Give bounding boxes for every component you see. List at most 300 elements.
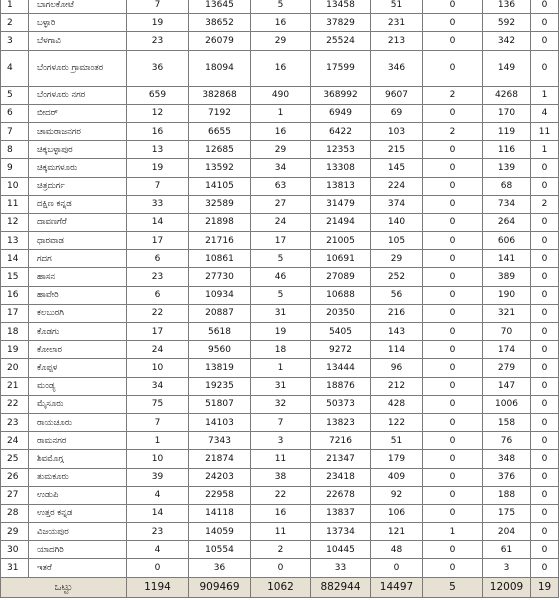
value-cell-c1: 22 <box>127 304 189 322</box>
total-row <box>1 577 559 597</box>
value-cell-c1: 17 <box>127 232 189 250</box>
district-name: ಕೋಲಾರ <box>29 341 127 359</box>
value-cell-c5: 409 <box>371 468 423 486</box>
value-cell-c6: 0 <box>423 50 483 86</box>
value-cell-c8: 2 <box>531 195 559 213</box>
value-cell-c7: 141 <box>483 250 531 268</box>
value-cell-c6: 0 <box>423 377 483 395</box>
total-cell-c2: 909469 <box>189 577 251 597</box>
value-cell-c8: 0 <box>531 377 559 395</box>
value-cell-c4: 10688 <box>311 286 371 304</box>
table-row <box>1 413 559 431</box>
value-cell-c5: 0 <box>371 559 423 577</box>
row-number: 9 <box>1 159 29 177</box>
value-cell-c7: 4268 <box>483 86 531 104</box>
value-cell-c8: 0 <box>531 50 559 86</box>
value-cell-c8: 0 <box>531 541 559 559</box>
table-row <box>1 486 559 504</box>
value-cell-c8: 0 <box>531 504 559 522</box>
value-cell-c5: 9607 <box>371 86 423 104</box>
value-cell-c4: 7216 <box>311 432 371 450</box>
value-cell-c7: 149 <box>483 50 531 86</box>
district-name: ಚಿತ್ರದುರ್ಗ <box>29 177 127 195</box>
value-cell-c2: 10554 <box>189 541 251 559</box>
value-cell-c1: 12 <box>127 104 189 122</box>
table-row <box>1 141 559 159</box>
district-name: ಹಾಸನ <box>29 268 127 286</box>
value-cell-c7: 279 <box>483 359 531 377</box>
row-number: 25 <box>1 450 29 468</box>
value-cell-c5: 428 <box>371 395 423 413</box>
value-cell-c7: 389 <box>483 268 531 286</box>
value-cell-c1: 13 <box>127 141 189 159</box>
value-cell-c3: 5 <box>251 0 311 14</box>
row-number: 31 <box>1 559 29 577</box>
value-cell-c5: 346 <box>371 50 423 86</box>
value-cell-c5: 231 <box>371 14 423 32</box>
district-name: ಉಡುಪಿ <box>29 486 127 504</box>
value-cell-c6: 0 <box>423 450 483 468</box>
table-row <box>1 50 559 86</box>
table-row <box>1 395 559 413</box>
value-cell-c6: 0 <box>423 14 483 32</box>
value-cell-c8: 0 <box>531 559 559 577</box>
total-cell-c6: 5 <box>423 577 483 597</box>
value-cell-c6: 0 <box>423 395 483 413</box>
value-cell-c3: 19 <box>251 323 311 341</box>
row-number: 6 <box>1 104 29 122</box>
table-row <box>1 450 559 468</box>
district-name: ಕೊಪ್ಪಳ <box>29 359 127 377</box>
row-number: 8 <box>1 141 29 159</box>
row-number: 26 <box>1 468 29 486</box>
value-cell-c5: 216 <box>371 304 423 322</box>
table-body <box>1 0 559 597</box>
table-row <box>1 359 559 377</box>
table-row <box>1 323 559 341</box>
value-cell-c7: 376 <box>483 468 531 486</box>
total-label: ಒಟ್ಟು <box>1 577 127 597</box>
value-cell-c6: 1 <box>423 523 483 541</box>
value-cell-c6: 0 <box>423 195 483 213</box>
value-cell-c5: 213 <box>371 32 423 50</box>
value-cell-c4: 20350 <box>311 304 371 322</box>
value-cell-c6: 0 <box>423 250 483 268</box>
value-cell-c7: 68 <box>483 177 531 195</box>
value-cell-c3: 16 <box>251 14 311 32</box>
district-name: ವಿಜಯಪುರ <box>29 523 127 541</box>
value-cell-c1: 14 <box>127 213 189 231</box>
value-cell-c3: 3 <box>251 432 311 450</box>
value-cell-c3: 22 <box>251 486 311 504</box>
value-cell-c7: 190 <box>483 286 531 304</box>
value-cell-c4: 6949 <box>311 104 371 122</box>
row-number: 24 <box>1 432 29 450</box>
value-cell-c8: 0 <box>531 304 559 322</box>
total-cell-c3: 1062 <box>251 577 311 597</box>
row-number: 19 <box>1 341 29 359</box>
value-cell-c2: 22958 <box>189 486 251 504</box>
value-cell-c5: 51 <box>371 0 423 14</box>
value-cell-c5: 179 <box>371 450 423 468</box>
value-cell-c2: 21874 <box>189 450 251 468</box>
value-cell-c6: 0 <box>423 541 483 559</box>
value-cell-c3: 1 <box>251 359 311 377</box>
total-cell-c4: 882944 <box>311 577 371 597</box>
value-cell-c5: 114 <box>371 341 423 359</box>
value-cell-c7: 204 <box>483 523 531 541</box>
value-cell-c2: 14059 <box>189 523 251 541</box>
value-cell-c6: 0 <box>423 177 483 195</box>
value-cell-c6: 0 <box>423 486 483 504</box>
row-number: 10 <box>1 177 29 195</box>
value-cell-c1: 6 <box>127 250 189 268</box>
total-cell-c7: 12009 <box>483 577 531 597</box>
value-cell-c1: 4 <box>127 486 189 504</box>
value-cell-c3: 29 <box>251 32 311 50</box>
value-cell-c1: 14 <box>127 504 189 522</box>
value-cell-c6: 0 <box>423 141 483 159</box>
value-cell-c3: 32 <box>251 395 311 413</box>
row-number: 1 <box>1 0 29 14</box>
row-number: 18 <box>1 323 29 341</box>
value-cell-c8: 0 <box>531 0 559 14</box>
value-cell-c4: 23418 <box>311 468 371 486</box>
table-row <box>1 232 559 250</box>
value-cell-c4: 13308 <box>311 159 371 177</box>
value-cell-c1: 17 <box>127 323 189 341</box>
value-cell-c7: 592 <box>483 14 531 32</box>
district-name: ಕಲಬುರಗಿ <box>29 304 127 322</box>
table-row <box>1 195 559 213</box>
value-cell-c3: 29 <box>251 141 311 159</box>
value-cell-c2: 21898 <box>189 213 251 231</box>
value-cell-c1: 6 <box>127 286 189 304</box>
value-cell-c5: 56 <box>371 286 423 304</box>
value-cell-c2: 32589 <box>189 195 251 213</box>
district-name: ಇತರೆ <box>29 559 127 577</box>
value-cell-c4: 10445 <box>311 541 371 559</box>
value-cell-c2: 7192 <box>189 104 251 122</box>
value-cell-c7: 188 <box>483 486 531 504</box>
value-cell-c4: 18876 <box>311 377 371 395</box>
value-cell-c7: 158 <box>483 413 531 431</box>
value-cell-c2: 51807 <box>189 395 251 413</box>
value-cell-c4: 17599 <box>311 50 371 86</box>
value-cell-c2: 24203 <box>189 468 251 486</box>
table-row <box>1 159 559 177</box>
value-cell-c3: 63 <box>251 177 311 195</box>
value-cell-c3: 16 <box>251 504 311 522</box>
total-cell-c1: 1194 <box>127 577 189 597</box>
value-cell-c2: 14103 <box>189 413 251 431</box>
value-cell-c3: 5 <box>251 286 311 304</box>
value-cell-c7: 147 <box>483 377 531 395</box>
value-cell-c5: 51 <box>371 432 423 450</box>
value-cell-c8: 0 <box>531 159 559 177</box>
value-cell-c5: 103 <box>371 122 423 140</box>
value-cell-c3: 16 <box>251 50 311 86</box>
district-name: ದಾವಣಗೆರೆ <box>29 213 127 231</box>
row-number: 30 <box>1 541 29 559</box>
table-row <box>1 286 559 304</box>
value-cell-c1: 1 <box>127 432 189 450</box>
row-number: 4 <box>1 50 29 86</box>
value-cell-c7: 1006 <box>483 395 531 413</box>
value-cell-c1: 10 <box>127 450 189 468</box>
value-cell-c5: 105 <box>371 232 423 250</box>
value-cell-c2: 26079 <box>189 32 251 50</box>
value-cell-c6: 0 <box>423 104 483 122</box>
value-cell-c8: 1 <box>531 141 559 159</box>
district-name: ಹಾವೇರಿ <box>29 286 127 304</box>
value-cell-c8: 0 <box>531 213 559 231</box>
value-cell-c8: 0 <box>531 32 559 50</box>
value-cell-c1: 39 <box>127 468 189 486</box>
value-cell-c6: 0 <box>423 232 483 250</box>
value-cell-c1: 4 <box>127 541 189 559</box>
district-name: ತುಮಕೂರು <box>29 468 127 486</box>
value-cell-c1: 36 <box>127 50 189 86</box>
value-cell-c4: 21005 <box>311 232 371 250</box>
value-cell-c6: 0 <box>423 0 483 14</box>
value-cell-c6: 0 <box>423 159 483 177</box>
district-name: ಶಿವಮೊಗ್ಗ <box>29 450 127 468</box>
value-cell-c5: 374 <box>371 195 423 213</box>
value-cell-c1: 75 <box>127 395 189 413</box>
total-cell-c8: 19 <box>531 577 559 597</box>
district-name: ಬಳ್ಳಾರಿ <box>29 14 127 32</box>
value-cell-c6: 2 <box>423 86 483 104</box>
district-name: ಉತ್ತರ ಕನ್ನಡ <box>29 504 127 522</box>
value-cell-c6: 0 <box>423 413 483 431</box>
value-cell-c2: 382868 <box>189 86 251 104</box>
value-cell-c8: 0 <box>531 250 559 268</box>
value-cell-c8: 0 <box>531 177 559 195</box>
value-cell-c2: 6655 <box>189 122 251 140</box>
row-number: 12 <box>1 213 29 231</box>
value-cell-c3: 1 <box>251 104 311 122</box>
value-cell-c5: 212 <box>371 377 423 395</box>
value-cell-c3: 490 <box>251 86 311 104</box>
value-cell-c6: 0 <box>423 341 483 359</box>
value-cell-c7: 70 <box>483 323 531 341</box>
table-row <box>1 122 559 140</box>
value-cell-c5: 106 <box>371 504 423 522</box>
value-cell-c7: 342 <box>483 32 531 50</box>
value-cell-c1: 659 <box>127 86 189 104</box>
value-cell-c4: 368992 <box>311 86 371 104</box>
value-cell-c3: 38 <box>251 468 311 486</box>
value-cell-c7: 76 <box>483 432 531 450</box>
value-cell-c3: 2 <box>251 541 311 559</box>
value-cell-c5: 140 <box>371 213 423 231</box>
value-cell-c2: 13645 <box>189 0 251 14</box>
value-cell-c3: 31 <box>251 304 311 322</box>
row-number: 28 <box>1 504 29 522</box>
value-cell-c4: 6422 <box>311 122 371 140</box>
value-cell-c4: 21494 <box>311 213 371 231</box>
value-cell-c5: 224 <box>371 177 423 195</box>
row-number: 2 <box>1 14 29 32</box>
district-name: ದಕ್ಷಿಣ ಕನ್ನಡ <box>29 195 127 213</box>
value-cell-c1: 23 <box>127 32 189 50</box>
row-number: 20 <box>1 359 29 377</box>
value-cell-c8: 0 <box>531 486 559 504</box>
value-cell-c1: 19 <box>127 14 189 32</box>
table-row <box>1 268 559 286</box>
value-cell-c3: 16 <box>251 122 311 140</box>
value-cell-c8: 0 <box>531 413 559 431</box>
value-cell-c3: 46 <box>251 268 311 286</box>
district-name: ಬಾಗಲಕೋಟೆ <box>29 0 127 14</box>
district-name: ಧಾರವಾಡ <box>29 232 127 250</box>
value-cell-c4: 21347 <box>311 450 371 468</box>
value-cell-c5: 122 <box>371 413 423 431</box>
row-number: 5 <box>1 86 29 104</box>
value-cell-c8: 0 <box>531 432 559 450</box>
value-cell-c4: 5405 <box>311 323 371 341</box>
value-cell-c2: 27730 <box>189 268 251 286</box>
value-cell-c7: 175 <box>483 504 531 522</box>
value-cell-c4: 13458 <box>311 0 371 14</box>
value-cell-c6: 0 <box>423 32 483 50</box>
value-cell-c4: 27089 <box>311 268 371 286</box>
value-cell-c8: 0 <box>531 395 559 413</box>
value-cell-c6: 0 <box>423 504 483 522</box>
value-cell-c1: 10 <box>127 359 189 377</box>
row-number: 29 <box>1 523 29 541</box>
district-name: ಮೈಸೂರು <box>29 395 127 413</box>
value-cell-c1: 7 <box>127 0 189 14</box>
value-cell-c7: 734 <box>483 195 531 213</box>
value-cell-c8: 0 <box>531 523 559 541</box>
value-cell-c1: 16 <box>127 122 189 140</box>
value-cell-c2: 10934 <box>189 286 251 304</box>
value-cell-c7: 170 <box>483 104 531 122</box>
value-cell-c2: 20887 <box>189 304 251 322</box>
value-cell-c5: 92 <box>371 486 423 504</box>
value-cell-c7: 119 <box>483 122 531 140</box>
value-cell-c3: 31 <box>251 377 311 395</box>
value-cell-c8: 0 <box>531 450 559 468</box>
value-cell-c5: 96 <box>371 359 423 377</box>
value-cell-c1: 33 <box>127 195 189 213</box>
total-cell-c5: 14497 <box>371 577 423 597</box>
value-cell-c7: 136 <box>483 0 531 14</box>
row-number: 15 <box>1 268 29 286</box>
value-cell-c3: 27 <box>251 195 311 213</box>
value-cell-c1: 19 <box>127 159 189 177</box>
value-cell-c7: 139 <box>483 159 531 177</box>
value-cell-c2: 21716 <box>189 232 251 250</box>
district-name: ಮಂಡ್ಯ <box>29 377 127 395</box>
value-cell-c4: 13837 <box>311 504 371 522</box>
value-cell-c6: 0 <box>423 286 483 304</box>
value-cell-c5: 252 <box>371 268 423 286</box>
value-cell-c3: 0 <box>251 559 311 577</box>
value-cell-c2: 12685 <box>189 141 251 159</box>
table-row <box>1 377 559 395</box>
value-cell-c8: 1 <box>531 86 559 104</box>
value-cell-c4: 31479 <box>311 195 371 213</box>
value-cell-c6: 0 <box>423 468 483 486</box>
value-cell-c1: 7 <box>127 413 189 431</box>
row-number: 14 <box>1 250 29 268</box>
district-name: ಬೆಂಗಳೂರು ಗ್ರಾಮಾಂತರ <box>29 50 127 86</box>
value-cell-c7: 174 <box>483 341 531 359</box>
value-cell-c7: 61 <box>483 541 531 559</box>
value-cell-c8: 0 <box>531 268 559 286</box>
district-name: ಚಿಕ್ಕಬಳ್ಳಾಪುರ <box>29 141 127 159</box>
value-cell-c6: 0 <box>423 432 483 450</box>
table-row <box>1 468 559 486</box>
value-cell-c3: 5 <box>251 250 311 268</box>
value-cell-c2: 7343 <box>189 432 251 450</box>
value-cell-c2: 10861 <box>189 250 251 268</box>
value-cell-c5: 69 <box>371 104 423 122</box>
value-cell-c4: 13813 <box>311 177 371 195</box>
district-name: ಯಾದಗಿರಿ <box>29 541 127 559</box>
table-row <box>1 304 559 322</box>
value-cell-c7: 606 <box>483 232 531 250</box>
table-row <box>1 0 559 14</box>
table-row <box>1 523 559 541</box>
value-cell-c7: 264 <box>483 213 531 231</box>
value-cell-c3: 11 <box>251 523 311 541</box>
value-cell-c3: 24 <box>251 213 311 231</box>
value-cell-c2: 19235 <box>189 377 251 395</box>
value-cell-c5: 143 <box>371 323 423 341</box>
value-cell-c4: 9272 <box>311 341 371 359</box>
value-cell-c5: 121 <box>371 523 423 541</box>
value-cell-c4: 33 <box>311 559 371 577</box>
row-number: 23 <box>1 413 29 431</box>
value-cell-c4: 22678 <box>311 486 371 504</box>
row-number: 22 <box>1 395 29 413</box>
value-cell-c6: 0 <box>423 268 483 286</box>
value-cell-c6: 2 <box>423 122 483 140</box>
value-cell-c2: 9560 <box>189 341 251 359</box>
district-name: ಚಿಕ್ಕಮಗಳೂರು <box>29 159 127 177</box>
value-cell-c3: 18 <box>251 341 311 359</box>
value-cell-c2: 38652 <box>189 14 251 32</box>
district-name: ಬೆಳಗಾವಿ <box>29 32 127 50</box>
table-row <box>1 86 559 104</box>
value-cell-c4: 37829 <box>311 14 371 32</box>
table-row <box>1 32 559 50</box>
value-cell-c1: 23 <box>127 268 189 286</box>
value-cell-c4: 50373 <box>311 395 371 413</box>
value-cell-c2: 14118 <box>189 504 251 522</box>
value-cell-c4: 13444 <box>311 359 371 377</box>
value-cell-c1: 23 <box>127 523 189 541</box>
district-name: ಕೊಡಗು <box>29 323 127 341</box>
value-cell-c8: 4 <box>531 104 559 122</box>
district-name: ಚಾಮರಾಜನಗರ <box>29 122 127 140</box>
value-cell-c1: 34 <box>127 377 189 395</box>
value-cell-c4: 10691 <box>311 250 371 268</box>
district-name: ರಾಮನಗರ <box>29 432 127 450</box>
table-row <box>1 559 559 577</box>
value-cell-c6: 0 <box>423 359 483 377</box>
row-number: 13 <box>1 232 29 250</box>
value-cell-c7: 348 <box>483 450 531 468</box>
row-number: 3 <box>1 32 29 50</box>
value-cell-c8: 0 <box>531 359 559 377</box>
row-number: 27 <box>1 486 29 504</box>
value-cell-c1: 24 <box>127 341 189 359</box>
